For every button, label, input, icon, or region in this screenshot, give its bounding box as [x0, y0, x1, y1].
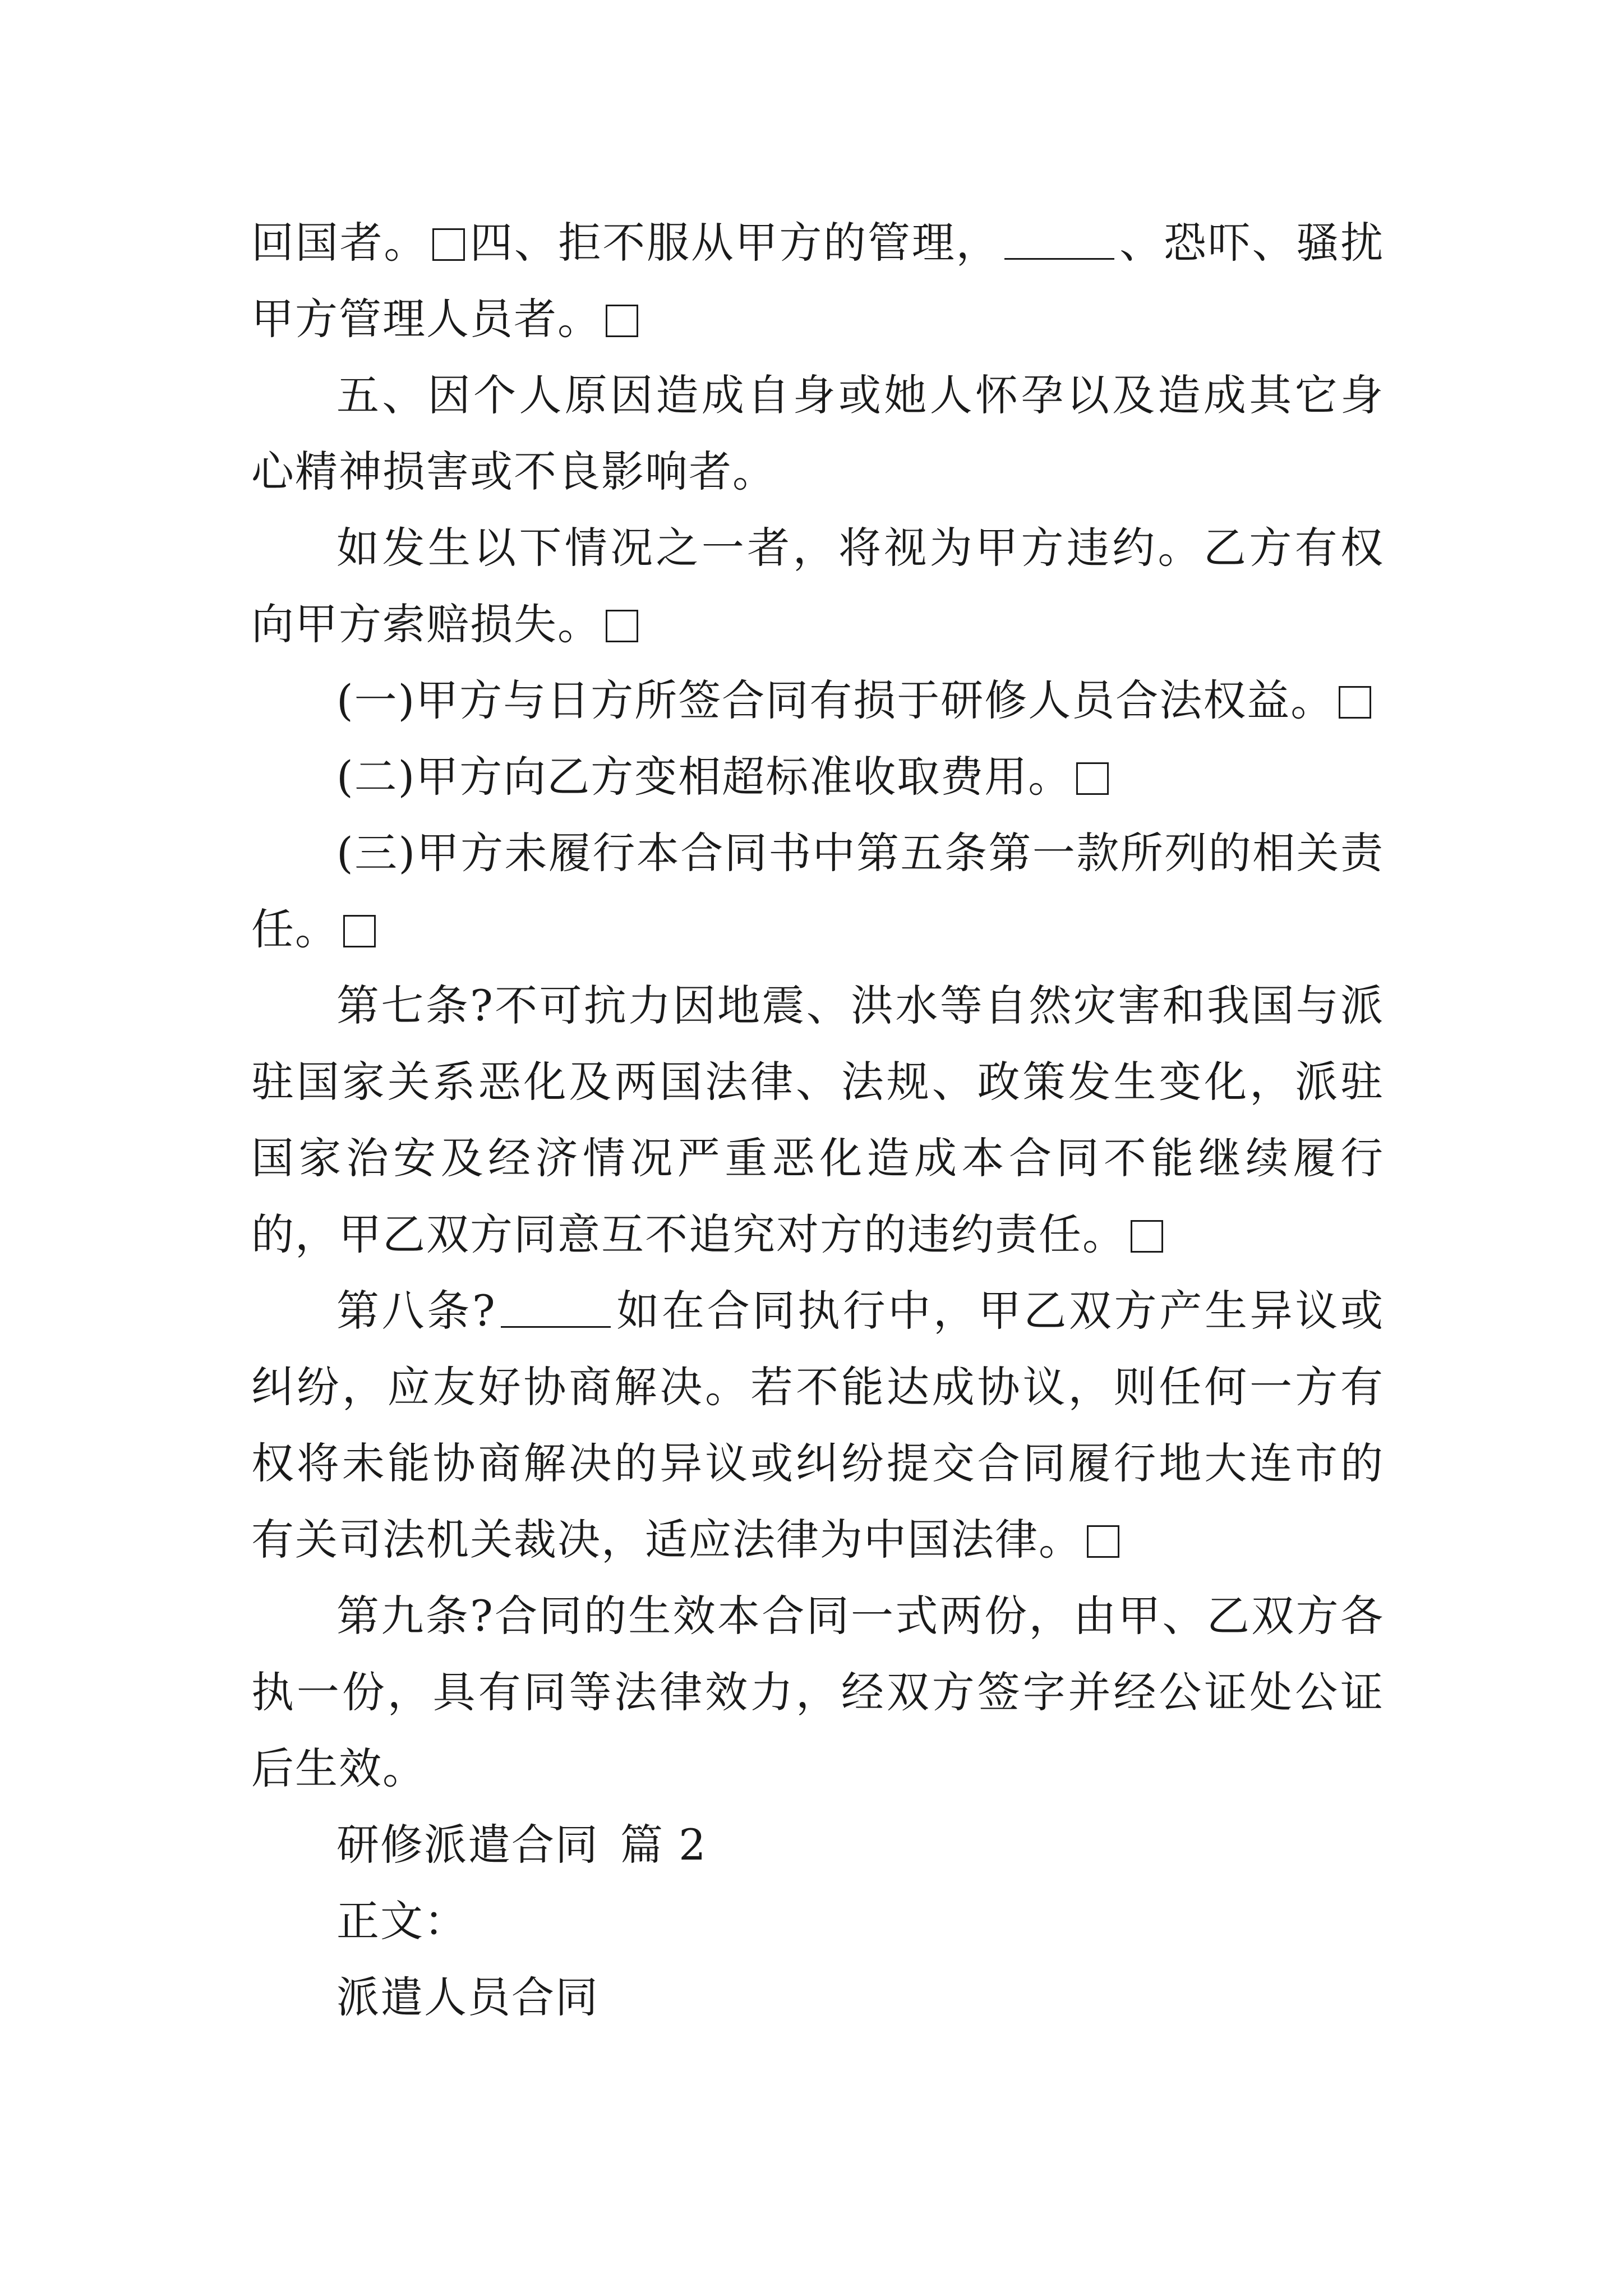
paragraph-p4 — [251, 662, 1384, 739]
paragraph-p7 — [251, 968, 1384, 1273]
paragraph-p2 — [251, 357, 1384, 510]
paragraph-text: 第八条? — [336, 1286, 496, 1336]
paragraph-p1 — [251, 205, 1384, 357]
paragraph-p10 — [251, 1807, 1384, 1883]
paragraph-text: 四、拒不服从甲方的管理， — [469, 218, 1000, 268]
checkbox-square-icon — [1087, 1525, 1119, 1558]
paragraph-text: 第九条?合同的生效本合同一式两份，由甲、乙双方各执一份，具有同等法律效力，经双方签字并经公证处公证后生效。 — [251, 1591, 1384, 1793]
fill-in-blank-line — [501, 1283, 611, 1328]
paragraph-p5 — [251, 739, 1384, 815]
paragraph-p12 — [251, 1959, 1384, 2036]
fill-in-blank-line — [1004, 215, 1114, 260]
paragraph-p6 — [251, 815, 1384, 968]
paragraph-text: 派遣人员合同 — [336, 1972, 599, 2022]
paragraph-text: 、恐吓、骚扰甲方管理人员者。 — [251, 218, 1385, 344]
paragraph-text: 篇 2 — [620, 1820, 707, 1870]
paragraph-p9 — [251, 1578, 1384, 1807]
paragraph-text: 正文： — [336, 1896, 468, 1946]
paragraph-text: 回国者。 — [251, 218, 428, 268]
paragraph-text: 研修派遣合同 — [336, 1820, 599, 1870]
checkbox-square-icon — [343, 915, 376, 947]
paragraph-text: 五、因个人原因造成自身或她人怀孕以及造成其它身心精神损害或不良影响者。 — [251, 370, 1384, 496]
paragraph-text: (一)甲方与日方所签合同有损于研修人员合法权益。 — [336, 675, 1335, 725]
paragraph-text: 如发生以下情况之一者，将视为甲方违约。乙方有权向甲方索赔损失。 — [251, 523, 1384, 649]
checkbox-square-icon — [1076, 762, 1109, 795]
paragraph-text: 第七条?不可抗力因地震、洪水等自然灾害和我国与派驻国家关系恶化及两国法律、法规、政策发生变化，派驻国家治安及经济情况严重恶化造成本合同不能继续履行的，甲乙双方同意互不追究对方的违约责任。 — [251, 981, 1384, 1259]
checkbox-square-icon — [1131, 1220, 1163, 1253]
paragraph-text: (二)甲方向乙方变相超标准收取费用。 — [336, 752, 1072, 802]
checkbox-square-icon — [606, 610, 638, 642]
paragraph-p3 — [251, 510, 1384, 662]
paragraph-p8 — [251, 1273, 1384, 1578]
document-body — [251, 205, 1384, 2036]
paragraph-text: 如在合同执行中，甲乙双方产生异议或纠纷，应友好协商解决。若不能达成协议，则任何一方有权将未能协商解决的异议或纠纷提交合同履行地大连市的有关司法机关裁决，适应法律为中国法律。 — [251, 1286, 1384, 1565]
checkbox-square-icon — [432, 228, 465, 261]
checkbox-square-icon — [1339, 686, 1371, 719]
paragraph-p11 — [251, 1883, 1384, 1959]
checkbox-square-icon — [606, 305, 638, 337]
paragraph-text: (三)甲方未履行本合同书中第五条第一款所列的相关责任。 — [251, 828, 1384, 954]
